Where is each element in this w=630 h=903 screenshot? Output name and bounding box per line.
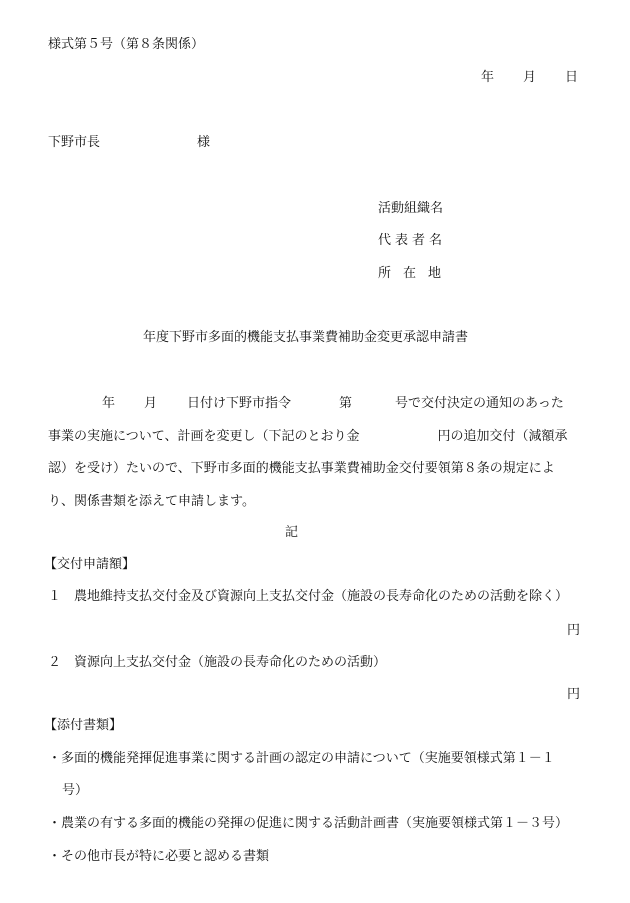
- body-line-3: 認）を受け）たいので、下野市多面的機能支払事業費補助金交付要領第８条の規定によ: [48, 461, 555, 476]
- organization-label: 活動組織名: [378, 201, 444, 216]
- attachment-item-3: ・その他市長が特に必要と認める書類: [48, 849, 270, 864]
- grant-item-2: ２ 資源向上支払交付金（施設の長寿命化のための活動）: [48, 655, 387, 670]
- attachment-item-1-cont: 号）: [62, 783, 89, 798]
- grant-section-heading: 【交付申請額】: [44, 557, 136, 572]
- honorific: 様: [197, 135, 211, 150]
- body-go-text: 号で交付決定の通知のあった: [395, 396, 564, 411]
- body-dai: 第: [339, 396, 353, 411]
- body-year: 年: [102, 396, 116, 411]
- representative-label: 代表者名: [378, 233, 447, 248]
- attachment-item-1: ・多面的機能発揮促進事業に関する計画の認定の申請について（実施要領様式第１－１: [48, 751, 555, 766]
- grant-item-1-unit: 円: [566, 623, 580, 638]
- attachments-heading: 【添付書類】: [44, 718, 123, 733]
- grant-item-2-unit: 円: [566, 687, 580, 702]
- form-number: 様式第５号（第８条関係）: [48, 37, 205, 52]
- body-month: 月: [144, 396, 158, 411]
- body-line-2: 事業の実施について、計画を変更し（下記のとおり金 円の追加交付（減額承: [48, 429, 568, 444]
- body-line-4: り、関係書類を添えて申請します。: [48, 494, 255, 509]
- grant-item-1: １ 農地維持支払交付金及び資源向上支払交付金（施設の長寿命化のための活動を除く）: [48, 589, 569, 604]
- document-title: 年度下野市多面的機能支払事業費補助金変更承認申請書: [143, 330, 469, 345]
- date-month-label: 月: [523, 70, 537, 85]
- date-year-label: 年: [481, 70, 495, 85]
- ki-heading: 記: [285, 525, 299, 540]
- body-dated: 日付け下野市指令: [187, 396, 292, 411]
- addressee: 下野市長: [48, 135, 101, 150]
- date-day-label: 日: [565, 70, 579, 85]
- address-label: 所在地: [378, 266, 454, 281]
- attachment-item-2: ・農業の有する多面的機能の発揮の促進に関する活動計画書（実施要領様式第１－３号）: [48, 816, 569, 831]
